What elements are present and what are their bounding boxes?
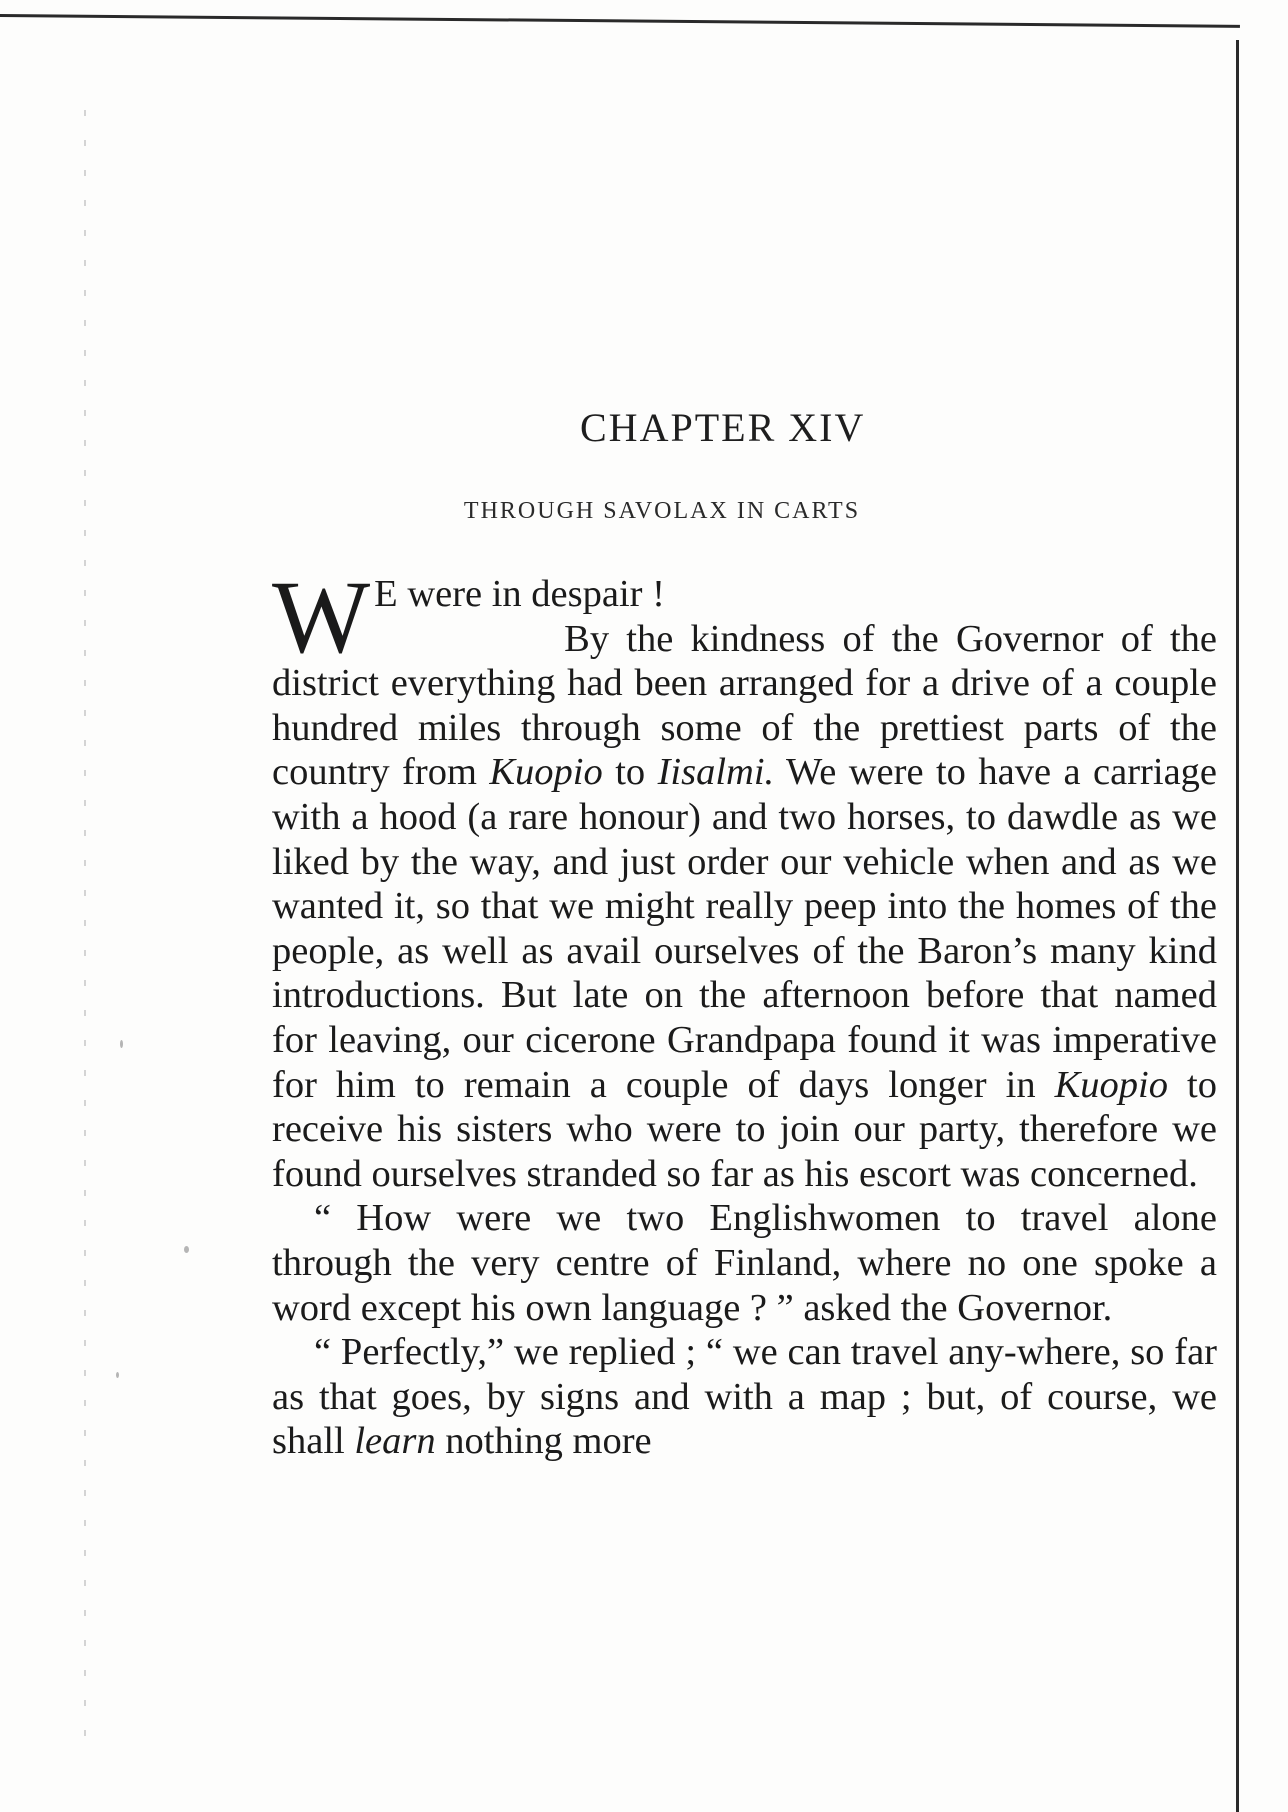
place-name: Iisalmi. xyxy=(657,751,775,794)
opening-line: E were in despair ! xyxy=(374,573,665,615)
right-border-line xyxy=(1236,40,1239,1812)
place-name: Kuopio xyxy=(489,751,603,794)
drop-cap-letter: W xyxy=(272,560,371,675)
place-name: Kuopio xyxy=(1054,1063,1169,1106)
paragraph-text: to receive his sisters who were to join our party, therefore we found ourselves stranded so far as his escort was concerned. xyxy=(272,1063,1217,1195)
ink-speck xyxy=(116,1372,119,1378)
ink-speck xyxy=(120,1040,123,1048)
paragraph-text: to xyxy=(602,751,658,794)
emphasis-word: learn xyxy=(354,1420,436,1463)
paragraph-opening xyxy=(272,560,1217,1196)
top-border-line xyxy=(0,14,1240,28)
left-margin-marks xyxy=(84,110,86,1750)
ink-speck xyxy=(184,1246,189,1253)
paragraph-text: By the kindness of the Governor of the district everything had been arranged for a drive of a couple hundred miles through some of the prettiest parts of the country from xyxy=(272,617,1217,794)
chapter-heading: CHAPTER XIV xyxy=(580,405,866,450)
chapter-body xyxy=(272,560,1217,1464)
paragraph-reply xyxy=(272,1330,1217,1464)
paragraph-governor-question: “ How were we two Englishwomen to travel alone through the very centre of Finland, where no one spoke a word except his own language ? ” asked the Governor. xyxy=(272,1197,1217,1329)
paragraph-text: We were to have a carriage with a hood (a rare honour) and two horses, to dawdle as we liked by the way, and just order our vehicle when and as we wanted it, so that we might really peep into the homes of the people, as well as avail ourselves of the Baron’s many kind introductions. But late on the afternoon before that named for leaving, our cicerone Grandpapa found it was imperative for him to remain a couple of days longer in xyxy=(272,751,1217,1106)
paragraph-text: nothing more xyxy=(435,1420,652,1463)
paragraph-text: “ Perfectly,” we replied ; “ we can travel any-where, so far as that goes, by signs and with a map ; but, of course, we shall xyxy=(272,1331,1217,1463)
chapter-subtitle: THROUGH SAVOLAX IN CARTS xyxy=(463,498,861,524)
